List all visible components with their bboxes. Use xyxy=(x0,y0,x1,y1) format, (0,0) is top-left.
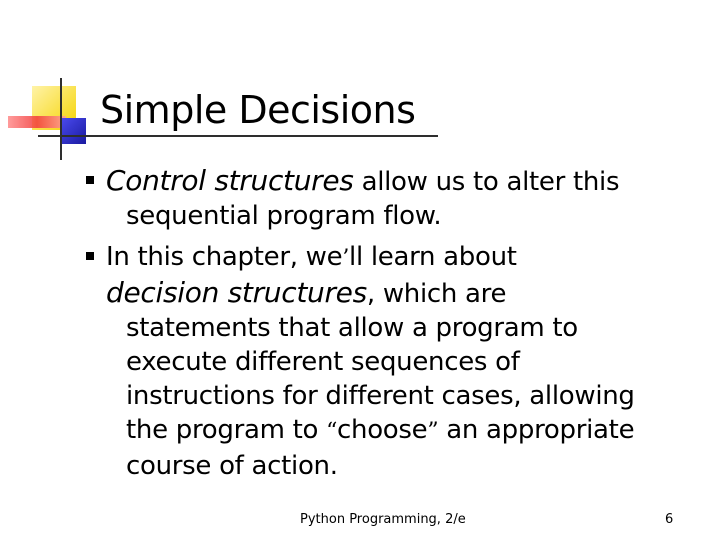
slide-title: Simple Decisions xyxy=(100,88,416,132)
emphasis-text: decision structures xyxy=(106,276,367,309)
square-bullet-icon xyxy=(86,176,94,184)
bullet-line: statements that allow a program to xyxy=(126,313,578,343)
bullet-line xyxy=(106,413,706,449)
bullet-text xyxy=(106,240,706,483)
close-quote-glyph: ” xyxy=(427,419,439,444)
bullet-text-fragment: allow us to alter this xyxy=(353,167,620,197)
logo-vertical-line xyxy=(60,78,62,160)
bullet-text-fragment: choose xyxy=(337,415,428,445)
bullet-text-fragment: ll learn about xyxy=(349,242,517,272)
bullet-line xyxy=(106,240,706,276)
bullet-text-fragment: the program to xyxy=(126,415,327,445)
bullet-line: instructions for different cases, allowing xyxy=(126,381,635,411)
bullet-text xyxy=(106,164,706,233)
slide-page-number: 6 xyxy=(665,512,674,527)
bullet-item xyxy=(106,240,706,483)
bullet-line: course of action. xyxy=(126,451,338,481)
bullet-line: sequential program flow. xyxy=(126,201,442,231)
logo-blue-square xyxy=(60,118,86,144)
open-quote-glyph: “ xyxy=(326,419,338,444)
square-bullet-icon xyxy=(86,252,94,260)
bullet-item xyxy=(106,164,706,233)
apostrophe-glyph: ’ xyxy=(342,246,350,271)
bullet-line xyxy=(106,164,706,199)
emphasis-text: Control structures xyxy=(106,164,354,197)
slide-logo-decoration xyxy=(0,0,110,170)
bullet-text-fragment: , which are xyxy=(366,279,507,309)
title-rule xyxy=(38,135,438,137)
bullet-text-fragment: an appropriate xyxy=(438,415,635,445)
bullet-line: execute different sequences of xyxy=(126,347,520,377)
slide-footer: Python Programming, 2/e xyxy=(300,512,466,527)
bullet-line xyxy=(106,276,706,311)
bullet-text-fragment: In this chapter, we xyxy=(106,242,343,272)
logo-red-bar xyxy=(8,116,66,128)
